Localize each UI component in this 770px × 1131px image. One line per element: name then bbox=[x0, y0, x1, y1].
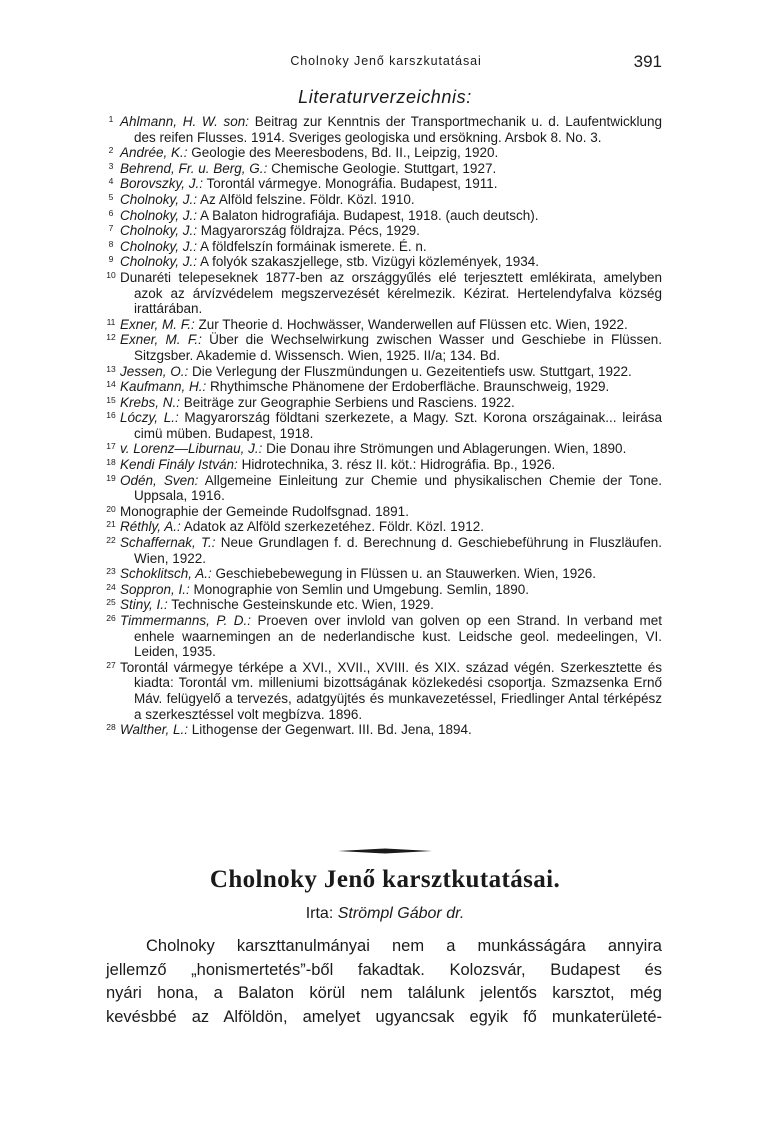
reference-item bbox=[106, 566, 662, 582]
reference-number: 27 bbox=[106, 659, 116, 670]
reference-author: Jessen, O.: bbox=[120, 363, 189, 379]
reference-author: Soppron, I.: bbox=[120, 581, 190, 597]
reference-item bbox=[106, 161, 662, 177]
reference-author: Cholnoky, J.: bbox=[120, 223, 198, 239]
reference-item bbox=[106, 660, 662, 722]
reference-text: A földfelszín formáinak ismerete. É. n. bbox=[197, 238, 427, 254]
reference-item bbox=[106, 239, 662, 255]
body-line: nyári hona, a Balaton körül nem találunk jelentős karsztot, még bbox=[106, 984, 662, 1002]
section-divider bbox=[338, 848, 432, 854]
running-header-title: Cholnoky Jenő karszkutatásai bbox=[290, 54, 482, 68]
body-line: jellemző „honismertetés”-ből fakadtak. Kolozsvár, Budapest és bbox=[106, 960, 662, 979]
reference-number: 23 bbox=[106, 566, 116, 577]
reference-text: Rhythimsche Phänomene der Erdoberfläche. Braunschweig, 1929. bbox=[206, 379, 610, 395]
reference-author: Borovszky, J.: bbox=[120, 176, 204, 192]
reference-number: 7 bbox=[108, 223, 114, 234]
reference-item bbox=[106, 317, 662, 333]
reference-text: Magyarország földrajza. Pécs, 1929. bbox=[197, 223, 420, 239]
reference-text: Chemische Geologie. Stuttgart, 1927. bbox=[267, 160, 497, 176]
reference-author: Timmermanns, P. D.: bbox=[120, 613, 252, 628]
reference-number: 14 bbox=[106, 379, 116, 390]
reference-author: Réthly, A.: bbox=[120, 519, 181, 535]
reference-number: 11 bbox=[106, 316, 116, 327]
reference-item bbox=[106, 176, 662, 192]
reference-item bbox=[106, 410, 662, 441]
reference-number: 19 bbox=[106, 472, 116, 483]
reference-text: A folyók szakaszjellege, stb. Vizügyi közlemények, 1934. bbox=[197, 254, 539, 270]
reference-author: Krebs, N.: bbox=[120, 394, 181, 410]
reference-text: Beiträge zur Geographie Serbiens und Rasciens. 1922. bbox=[180, 394, 515, 410]
reference-number: 24 bbox=[106, 581, 116, 592]
reference-author: Schaffernak, T.: bbox=[120, 535, 216, 551]
reference-item bbox=[106, 270, 662, 317]
reference-text: Monographie der Gemeinde Rudolfsgnad. 1891. bbox=[120, 503, 409, 519]
reference-item bbox=[106, 441, 662, 457]
reference-list bbox=[106, 114, 662, 738]
reference-item bbox=[106, 582, 662, 598]
reference-author: Kaufmann, H.: bbox=[120, 379, 207, 395]
reference-item bbox=[106, 519, 662, 535]
reference-number: 25 bbox=[106, 597, 116, 608]
reference-number: 2 bbox=[108, 145, 114, 156]
reference-text: Allgemeine Einleitung zur Chemie und physikalischen Chemie der Tone. Uppsala, 1916. bbox=[134, 472, 662, 504]
reference-item bbox=[106, 192, 662, 208]
reference-item bbox=[106, 223, 662, 239]
reference-author: Exner, M. F.: bbox=[120, 332, 202, 348]
page-number: 391 bbox=[633, 52, 662, 71]
reference-author: Cholnoky, J.: bbox=[120, 207, 198, 223]
reference-number: 16 bbox=[106, 410, 116, 421]
reference-number: 10 bbox=[106, 269, 116, 280]
reference-author: Ahlmann, H. W. son: bbox=[120, 114, 250, 129]
reference-item bbox=[106, 254, 662, 270]
reference-item bbox=[106, 457, 662, 473]
literature-heading: Literaturverzeichnis: bbox=[298, 87, 472, 107]
article-body bbox=[106, 935, 662, 1029]
reference-number: 28 bbox=[106, 722, 116, 733]
reference-number: 6 bbox=[108, 207, 114, 218]
reference-author: Exner, M. F.: bbox=[120, 316, 195, 332]
reference-text: Adatok az Alföld szerkezetéhez. Földr. Közl. 1912. bbox=[180, 519, 484, 535]
reference-item bbox=[106, 597, 662, 613]
byline-prefix: Irta: bbox=[305, 905, 338, 922]
reference-item bbox=[106, 364, 662, 380]
reference-number: 9 bbox=[108, 254, 114, 265]
reference-number: 15 bbox=[106, 394, 116, 405]
reference-text: Technische Gesteinskunde etc. Wien, 1929. bbox=[167, 597, 434, 613]
reference-number: 3 bbox=[108, 160, 114, 171]
reference-text: Die Donau ihre Strömungen und Ablagerungen. Wien, 1890. bbox=[262, 441, 627, 457]
reference-number: 12 bbox=[106, 332, 116, 343]
reference-text: Az Alföld felszine. Földr. Közl. 1910. bbox=[197, 191, 415, 207]
reference-item bbox=[106, 145, 662, 161]
reference-number: 1 bbox=[108, 114, 114, 124]
reference-author: Cholnoky, J.: bbox=[120, 238, 198, 254]
reference-number: 13 bbox=[106, 363, 116, 374]
reference-item bbox=[106, 535, 662, 566]
reference-number: 21 bbox=[106, 519, 116, 530]
reference-item bbox=[106, 208, 662, 224]
reference-text: Torontál vármegye. Monográfia. Budapest, 1911. bbox=[203, 176, 498, 192]
reference-text: Über die Wechselwirkung zwischen Wasser und Geschiebe in Flüssen. Sitzgsber. Akademie d. Wissensch. Wien, 1925. II/a; 134. Bd. bbox=[134, 332, 662, 363]
reference-item bbox=[106, 722, 662, 738]
reference-text: Neue Grundlagen f. d. Berechnung d. Geschiebeführung in Fluszläufen. Wien, 1922. bbox=[134, 535, 662, 566]
reference-author: Schoklitsch, A.: bbox=[120, 566, 212, 582]
reference-number: 4 bbox=[108, 176, 114, 187]
byline-author: Strömpl Gábor dr. bbox=[337, 905, 465, 922]
reference-text: Geschiebebewegung in Flüssen u. an Stauwerken. Wien, 1926. bbox=[211, 566, 597, 582]
reference-author: Walther, L.: bbox=[120, 722, 189, 738]
reference-number: 17 bbox=[106, 441, 116, 452]
reference-text: A Balaton hidrografiája. Budapest, 1918. (auch deutsch). bbox=[197, 207, 539, 223]
reference-text: Die Verlegung der Fluszmündungen u. Gezeitentiefs usw. Stuttgart, 1922. bbox=[188, 363, 632, 379]
reference-number: 8 bbox=[108, 238, 114, 249]
reference-author: Cholnoky, J.: bbox=[120, 191, 198, 207]
body-line: kevésbbé az Alföldön, amelyet ugyancsak egyik fő munkaterületé- bbox=[106, 1007, 662, 1026]
reference-author: Cholnoky, J.: bbox=[120, 254, 198, 270]
running-header bbox=[110, 52, 662, 72]
reference-text: Geologie des Meeresbodens, Bd. II., Leipzig, 1920. bbox=[187, 145, 499, 161]
reference-text: Proeven over invlold van golven op een Strand. In verband met enhele waarnemingen an de nederlandische kust. Leidsche geol. medeelingen, VI. Leiden, 1935. bbox=[134, 613, 662, 660]
reference-text: Magyarország földtani szerkezete, a Magy. Szt. Korona országainak... leirása cimü müben. Budapest, 1918. bbox=[134, 410, 662, 441]
reference-number: 22 bbox=[106, 535, 116, 546]
reference-text: Beitrag zur Kenntnis der Transportmechanik u. d. Laufentwicklung des reifen Flusses. 1914. Sveriges geologiska und ersökning. Arsbok 8. No. 3. bbox=[134, 114, 663, 145]
article-byline bbox=[0, 905, 770, 923]
reference-item bbox=[106, 473, 662, 504]
article-title: Cholnoky Jenő karsztkutatásai. bbox=[209, 866, 561, 893]
reference-number: 26 bbox=[106, 613, 116, 623]
reference-text: Monographie von Semlin und Umgebung. Semlin, 1890. bbox=[189, 581, 530, 597]
reference-item bbox=[106, 504, 662, 520]
reference-number: 18 bbox=[106, 457, 116, 468]
reference-number: 20 bbox=[106, 503, 116, 514]
reference-text: Hidrotechnika, 3. rész II. köt.: Hidrográfia. Bp., 1926. bbox=[237, 457, 556, 473]
reference-text: Lithogense der Gegenwart. III. Bd. Jena, 1894. bbox=[188, 722, 472, 738]
reference-author: Odén, Sven: bbox=[120, 472, 199, 488]
reference-author: Behrend, Fr. u. Berg, G.: bbox=[120, 160, 268, 176]
reference-item bbox=[106, 395, 662, 411]
reference-item bbox=[106, 114, 662, 145]
reference-item bbox=[106, 379, 662, 395]
reference-text: Dunaréti telepeseknek 1877-ben az országgyűlés elé terjesztett emlékirata, amelyben azok az árvízvédelem megszervezését kérelmezik. Kézirat. Hertelendyfalva község irattárában. bbox=[120, 269, 662, 317]
reference-text: Zur Theorie d. Hochwässer, Wanderwellen auf Flüssen etc. Wien, 1922. bbox=[194, 316, 628, 332]
reference-author: Stiny, I.: bbox=[120, 597, 168, 613]
reference-author: v. Lorenz—Liburnau, J.: bbox=[120, 441, 263, 457]
reference-author: Andrée, K.: bbox=[120, 145, 188, 161]
reference-number: 5 bbox=[108, 191, 114, 202]
reference-item bbox=[106, 332, 662, 363]
reference-item bbox=[106, 613, 662, 660]
reference-author: Kendi Finály István: bbox=[120, 457, 238, 473]
body-line: Cholnoky karszttanulmányai nem a munkásságára annyira bbox=[146, 937, 662, 955]
reference-author: Lóczy, L.: bbox=[120, 410, 179, 426]
reference-text: Torontál vármegye térképe a XVI., XVII., XVIII. és XIX. század végén. Szerkesztette és kiadta: Torontál vm. milleniumi bizottságának közlekedési csoportja. Szmazsenka Ernő Máv. felügyelő a tervezés, adatgyüjtés és munkavezetéssel, Friedlinger Antal térképész a szerkesztéssel volt megbízva. 1896. bbox=[120, 659, 662, 722]
